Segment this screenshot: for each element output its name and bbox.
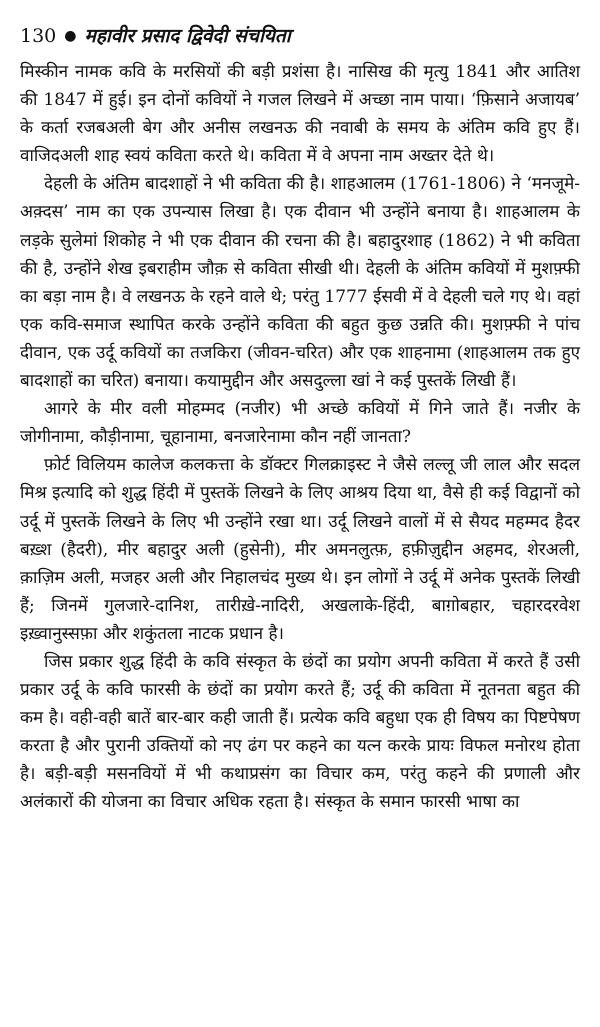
paragraph: फ़ोर्ट विलियम कालेज कलकत्ता के डॉक्टर गिलक्राइस्ट ने जैसे लल्लू जी लाल और सदल मिश्र इत्यादि को शुद्ध हिंदी में पुस्तकें लिखने के लिए आश्रय दिया था, वैसे ही कई विद्वानों को उर्दू में पुस्तकें लिखने के लिए भी उन्होंने रखा था। उर्दू लिखने वालों में से सैयद महम्मद हैदर बख़्श (हैदरी), मीर बहादुर अली (हुसेनी), मीर अमनलुत्फ़, हफ़ीज़ुद्दीन अहमद, शेरअली, क़ाज़िम अली, मजहर अली और निहालचंद मुख्य थे। इन लोगों ने उर्दू में अनेक पुस्तकें लिखी हैं; जिनमें गुलजारे-दानिश, तारीख़े-नादिरी, अखलाके-हिंदी, बाग़ोबहार, चहारदरवेश इख़्वानुस्सफ़ा और शकुंतला नाटक प्रधान है। (20, 455, 580, 644)
bullet-separator: ● (64, 28, 77, 44)
body-text (20, 58, 580, 817)
paragraph: जिस प्रकार शुद्ध हिंदी के कवि संस्कृत के छंदों का प्रयोग अपनी कविता में करते हैं उसी प्रकार उर्दू के कवि फारसी के छंदों का प्रयोग करते हैं; उर्दू की कविता में नूतनता बहुत की कम है। वही-वही बातें बार-बार कही जाती हैं। प्रत्येक कवि बहुधा एक ही विषय का पिष्टपेषण करता है और पुरानी उक्तियों को नए ढंग पर कहने का यत्न करके प्रायः विफल मनोरथ होता है। बड़ी-बड़ी मसनवियों में भी कथाप्रसंग का विचार कम, परंतु कहने की प्रणाली और अलंकारों की योजना का विचार अधिक रहता है। संस्कृत के समान फारसी भाषा का (20, 651, 580, 813)
page-header (20, 22, 580, 48)
running-title: महावीर प्रसाद द्विवेदी संचयिता (84, 25, 291, 47)
paragraph: देहली के अंतिम बादशाहों ने भी कविता की है। शाहआलम (1761-1806) ने ‘मनजूमे-अक़्दस’ नाम का एक उपन्यास लिखा है। एक दीवान भी उन्होंने बनाया है। शाहआलम के लड़के सुलेमां शिकोह ने भी एक दीवान की रचना की है। बहादुरशाह (1862) ने भी कविता की है, उन्होंने शेख इबराहीम जौक़ से कविता सीखी थी। देहली के अंतिम कवियों में मुशफ़्फी का बड़ा नाम है। वे लखनऊ के रहने वाले थे; परंतु 1777 ईसवी में वे देहली चले गए थे। वहां एक कवि-समाज स्थापित करके उन्होंने कविता की बहुत कुछ उन्नति की। मुशफ़्फी ने पांच दीवान, एक उर्दू कवियों का तजकिरा (जीवन-चरित) और एक शाहनामा (शाहआलम तक हुए बादशाहों का चरित) बनाया। कयामुद्दीन और असदुल्ला खां ने कई पुस्तकें लिखी हैं। (20, 174, 580, 392)
paragraph: मिस्कीन नामक कवि के मरसियों की बड़ी प्रशंसा है। नासिख की मृत्यु 1841 और आतिश की 1847 में हुई। इन दोनों कवियों ने गजल लिखने में अच्छा नाम पाया। ‘फ़िसाने अजायब’ के कर्ता रजबअली बेग और अनीस लखनऊ की नवाबी के समय के अंतिम कवि हुए हैं। वाजिदअली शाह स्वयं कविता करते थे। कविता में वे अपना नाम अख्तर देते थे। (20, 62, 580, 167)
page-number: 130 (20, 25, 57, 47)
paragraph: आगरे के मीर वली मोहम्मद (नजीर) भी अच्छे कवियों में गिने जाते हैं। नजीर के जोगीनामा, कौड़ीनामा, चूहानामा, बनजारेनामा कौन नहीं जानता? (20, 399, 580, 448)
